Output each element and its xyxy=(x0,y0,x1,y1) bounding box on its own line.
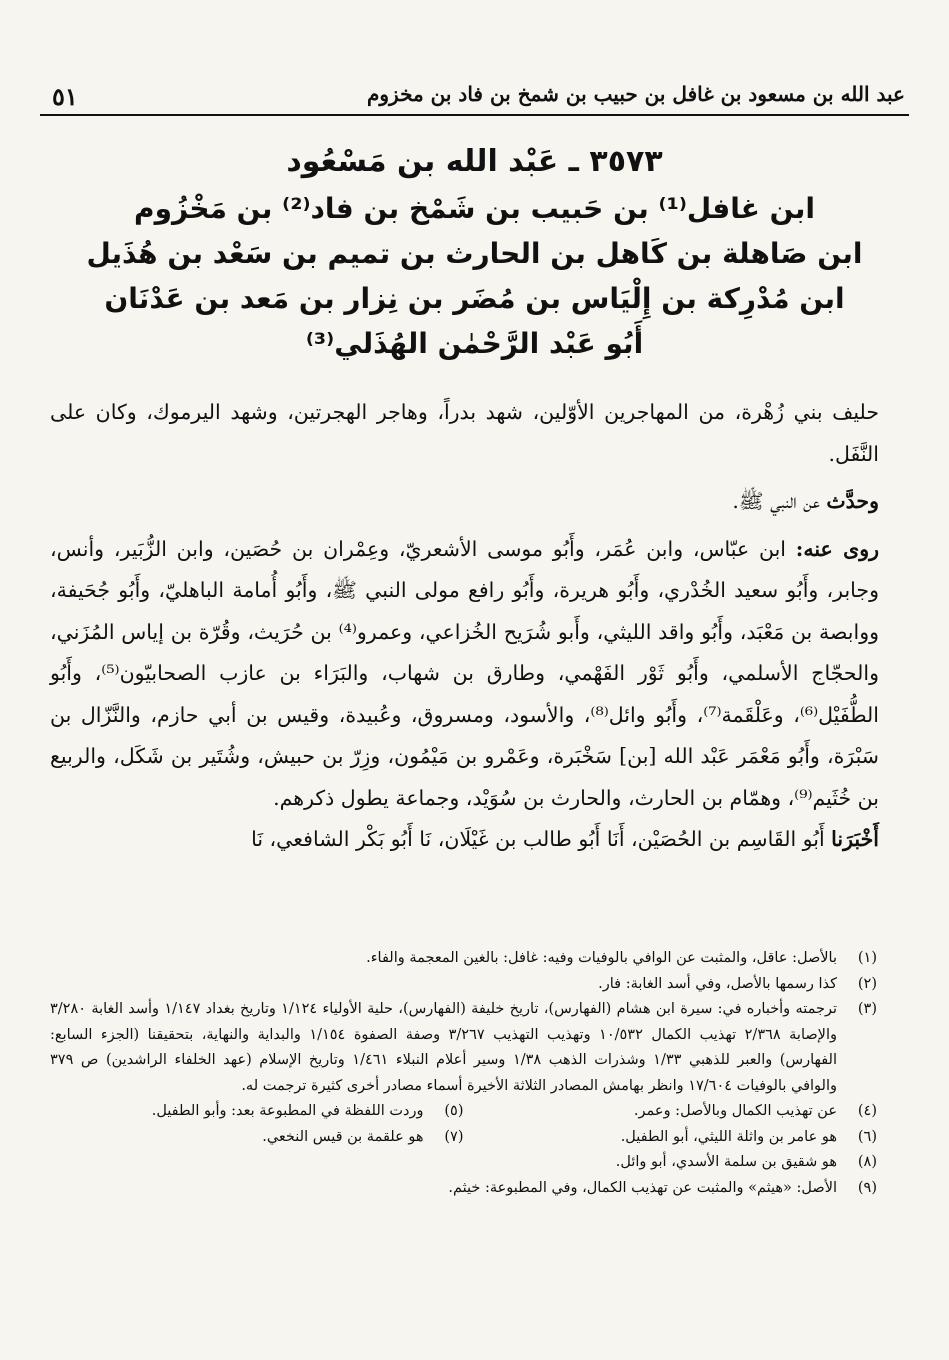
lineage-line: ابن صَاهلة بن كَاهل بن الحارث بن تميم بن سَعْد بن هُذَيل xyxy=(86,237,863,270)
lineage-line: ابن مُدْرِكة بن إِلْيَاس بن مُضَر بن نِزار بن مَعد بن عَدْنَان xyxy=(104,282,845,315)
footnote xyxy=(50,1150,877,1176)
paragraph xyxy=(50,481,879,523)
footnote-text: بالأصل: عاقل، والمثبت عن الوافي بالوفيات وفيه: غافل: بالغين المعجمة والفاء. xyxy=(366,950,837,966)
footnote-text: هو شقيق بن سلمة الأسدي، أبو وائل. xyxy=(615,1154,837,1170)
body-text xyxy=(50,392,879,861)
footnote-row xyxy=(50,1099,877,1125)
footnote xyxy=(50,997,877,1099)
footnote xyxy=(50,1099,464,1125)
footnote-number: (٤) xyxy=(857,1103,877,1119)
footnote xyxy=(464,1125,878,1151)
entry-title: ٣٥٧٣ ـ عَبْد الله بن مَسْعُود xyxy=(286,144,663,179)
footnote-text: هو علقمة بن قيس النخعي. xyxy=(262,1128,424,1145)
paragraph-text: أَبُو القَاسِم بن الحُصَيْن، أَنَا أَبُو طالب بن غَيْلَان، نَا أَبُو بَكْر الشافعي، نَا xyxy=(251,827,832,851)
page-number: ٥١ xyxy=(52,82,78,111)
running-head xyxy=(40,70,909,116)
paragraph-lead: أَخْبَرَنا xyxy=(831,827,879,851)
footnote-text: عن تهذيب الكمال وبالأصل: وعمر. xyxy=(633,1103,837,1119)
footnote-number: (٢) xyxy=(857,975,877,992)
paragraph-text: عن النبي ﷺ. xyxy=(732,489,827,513)
paragraph-text: ابن عبّاس، وابن عُمَر، وأَبُو موسى الأشعريّ، وعِمْران بن حُصَين، وابن الزُّبَير، وأنس، وجابر، وأَبُو سعيد الخُدْري، وأَبُو هريرة، وأَبُو رافع مولى النبي ﷺ، وأَبُو أُمامة الباهليّ، وأَبُو جُحَيفة، ووابصة بن مَعْبَد، وأَبُو واقد الليثي، وأَبو شُرَيح الخُزاعي، وعمرو⁽⁴⁾ بن حُرَيث، وقُرّة بن إياس المُزَني، والحجّاج الأسلمي، وأَبُو ثَوْر الفَهْمي، وطارق بن شهاب، والبَرَاء بن عازب الصحابيّون⁽⁵⁾، وأَبُو الطُّفَيْل⁽⁶⁾، وعَلْقَمة⁽⁷⁾، وأَبُو وائل⁽⁸⁾، والأسود، ومسروق، وعُبيدة، وقيس بن أبي حازم، والنَّزّال بن سَبْرَة، وأَبُو مَعْمَر عَبْد الله [بن] سَخْبَرة، وعَمْرو بن مَيْمُون، وزِرّ بن حبيش، وشُتَير بن شَكَل، والربيع بن خُثَيم⁽⁹⁾، وهمّام بن الحارث، والحارث بن سُوَيْد، وجماعة يطول ذكرهم. xyxy=(50,536,880,810)
footnotes xyxy=(50,946,877,1201)
footnote-number: (٣) xyxy=(857,1001,877,1017)
paragraph: حليف بني زُهْرة، من المهاجرين الأوّلين، شهد بدراً، وهاجر الهجرتين، وشهد اليرموك، وكان على النَّفَل. xyxy=(50,400,879,466)
footnote-number: (٩) xyxy=(857,1179,877,1196)
footnote xyxy=(50,1125,464,1151)
footnote-text: الأصل: «هيثم» والمثبت عن تهذيب الكمال، وفي المطبوعة: خيثم. xyxy=(448,1179,837,1196)
footnote-text: ترجمته وأخباره في: سيرة ابن هشام (الفهارس)، تاريخ خليفة (الفهارس)، حلية الأولياء ١/١٢٤ وتاريخ بغداد ١/١٤٧ وأسد الغابة ٣/٢٨٠ والإصابة ٢/٣٦٨ تهذيب الكمال ١٠/٥٣٢ وتهذيب التهذيب ٣/٢٦٧ وصفة الصفوة ١/١٥٤ والبداية والنهاية، بتحقيقنا (الجزء السابع: الفهارس) والعبر للذهبي ١/٣٣ وشذرات الذهب ١/٣٨ وسير أعلام النبلاء ١/٤٦١ وتاريخ الإسلام (عهد الخلفاء الراشدين) ص ٣٧٩ والوافي بالوفيات ١٧/٦٠٤ وانظر بهامش المصادر الثلاثة الأخيرة أسماء مصادر أخرى كثيرة ترجمت له. xyxy=(50,1001,838,1094)
paragraph-lead: روى عنه: xyxy=(795,536,879,561)
footnote-text: كذا رسمها بالأصل، وفي أسد الغابة: فار. xyxy=(598,975,837,992)
footnote xyxy=(464,1099,878,1125)
paragraph xyxy=(50,529,879,820)
footnote-text: هو عامر بن واثلة الليثي، أبو الطفيل. xyxy=(620,1128,837,1145)
footnote xyxy=(50,946,877,972)
footnote-text: وردت اللفظة في المطبوعة بعد: وأبو الطفيل. xyxy=(151,1103,424,1119)
footnote xyxy=(50,1176,877,1202)
footnote-row xyxy=(50,1125,877,1151)
running-head-title: عبد الله بن مسعود بن غافل بن حبيب بن شمخ بن فاد بن مخزوم xyxy=(367,82,905,106)
lineage-line: ابن غافل⁽¹⁾ بن حَبيب بن شَمْخ بن فاد⁽²⁾ بن مَخْزُوم xyxy=(134,192,815,225)
entry-title-block xyxy=(40,138,909,366)
footnote-number: (١) xyxy=(857,950,877,966)
footnote-number: (٧) xyxy=(444,1128,464,1145)
footnote xyxy=(50,972,877,998)
footnote-number: (٦) xyxy=(857,1128,877,1145)
kunya-line: أَبُو عَبْد الرَّحْمٰن الهُذَلي⁽³⁾ xyxy=(305,327,644,360)
footnote-number: (٥) xyxy=(444,1103,464,1119)
footnote-number: (٨) xyxy=(857,1154,877,1170)
paragraph-lead: وحدَّث xyxy=(826,489,879,513)
paragraph xyxy=(50,819,879,861)
